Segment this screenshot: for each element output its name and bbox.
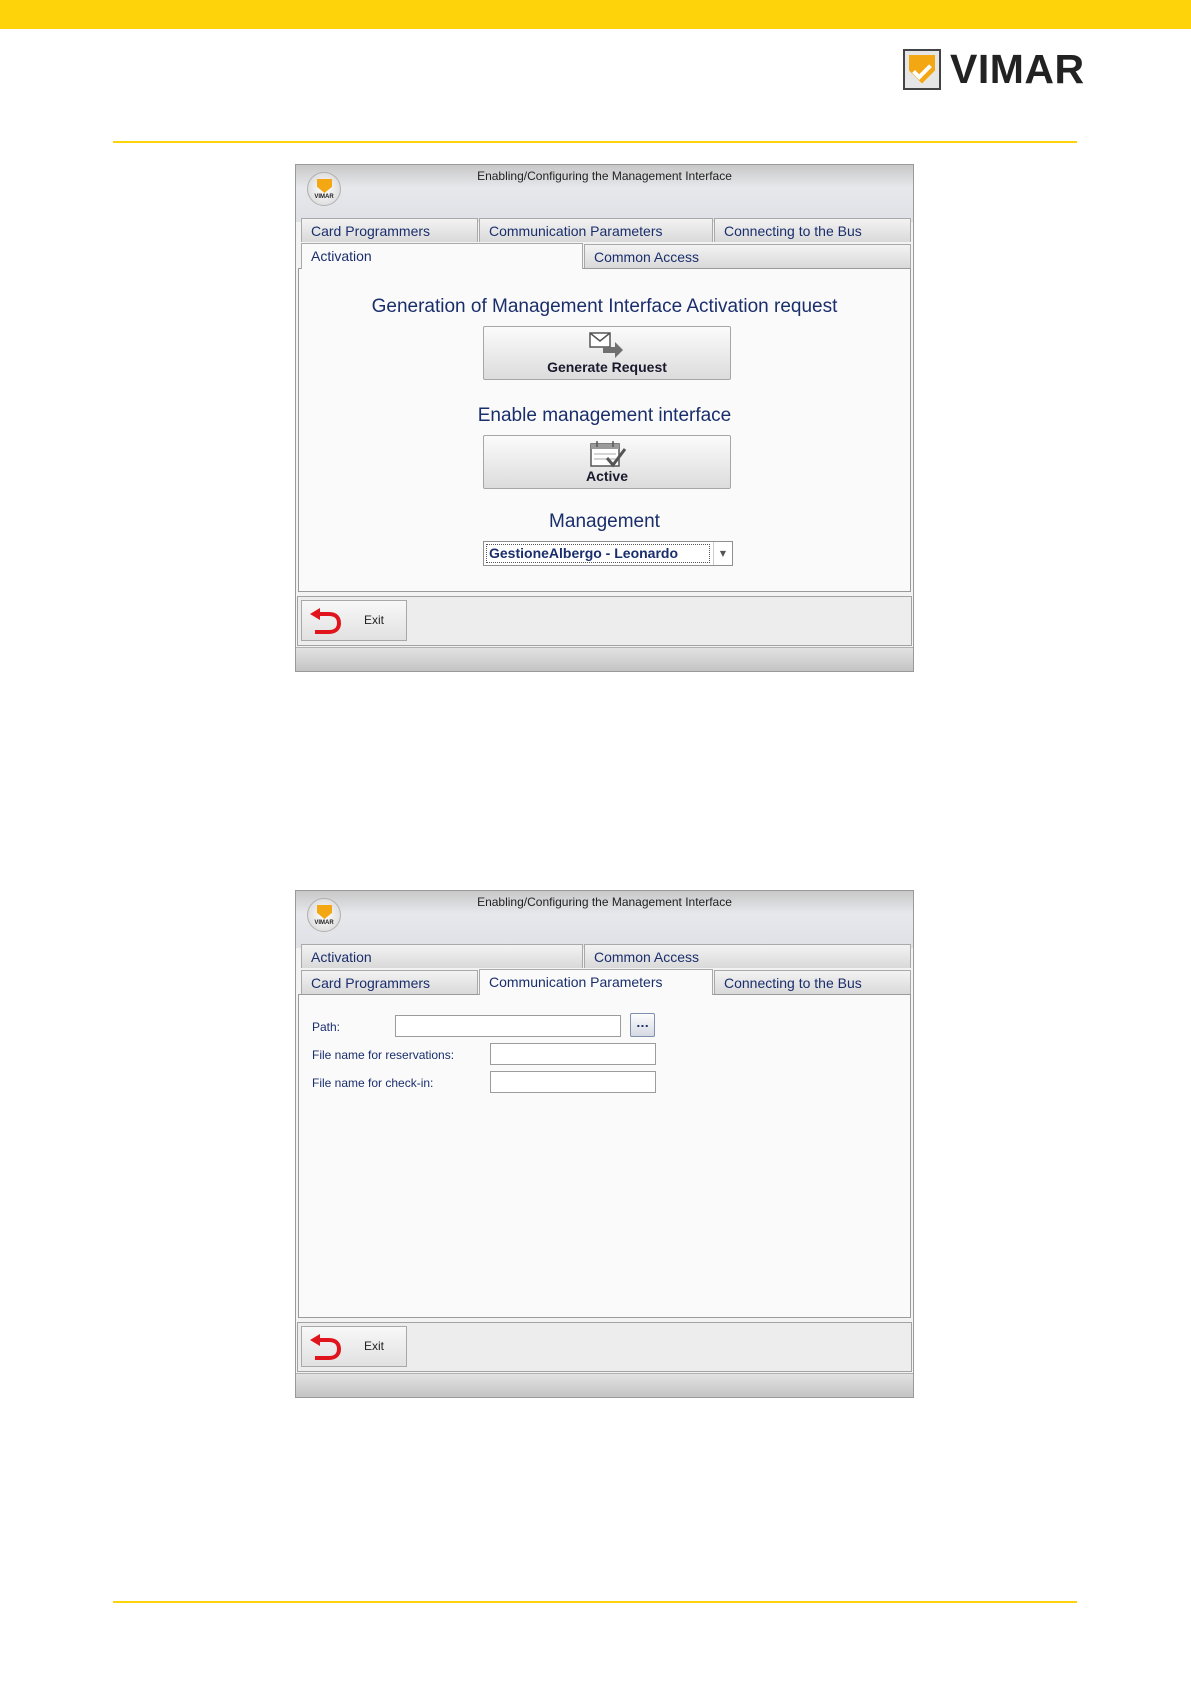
undo-arrow-icon (309, 1334, 341, 1362)
tab-connecting-to-bus[interactable]: Connecting to the Bus (714, 970, 911, 994)
path-label: Path: (312, 1020, 341, 1034)
tab-common-access[interactable]: Common Access (584, 944, 911, 968)
top-brand-bar (0, 0, 1191, 29)
reservations-label: File name for reservations: (312, 1048, 455, 1062)
tab-connecting-to-bus[interactable]: Connecting to the Bus (714, 218, 911, 242)
logo-text: VIMAR (950, 46, 1085, 92)
exit-label: Exit (364, 613, 385, 627)
tab-activation[interactable]: Activation (301, 243, 583, 269)
vimar-logo (903, 47, 1085, 91)
window-communication-parameters (295, 890, 914, 1398)
exit-label: Exit (364, 1339, 385, 1353)
enable-heading: Enable management interface (477, 405, 732, 426)
generate-request-button[interactable] (483, 326, 731, 380)
app-icon: VIMAR (307, 898, 341, 932)
path-input[interactable] (395, 1015, 621, 1037)
window-activation (295, 164, 914, 672)
tab-communication-parameters[interactable]: Communication Parameters (479, 969, 713, 995)
management-select-value: GestioneAlbergo - Leonardo (486, 544, 710, 563)
activation-panel (298, 268, 911, 592)
reservations-filename-input[interactable] (490, 1043, 656, 1065)
tab-activation[interactable]: Activation (301, 944, 583, 968)
status-bar (296, 1373, 913, 1397)
exit-button[interactable] (301, 600, 407, 641)
title-bar (296, 165, 913, 222)
footer-bar (297, 1322, 912, 1372)
management-select[interactable] (483, 541, 733, 566)
tab-card-programmers[interactable]: Card Programmers (301, 218, 478, 242)
browse-button[interactable]: ... (630, 1013, 655, 1037)
checkin-label: File name for check-in: (312, 1076, 434, 1090)
undo-arrow-icon (309, 608, 341, 636)
status-bar (296, 647, 913, 671)
communication-panel (298, 994, 911, 1318)
checkin-filename-input[interactable] (490, 1071, 656, 1093)
header-divider (113, 141, 1077, 143)
calendar-check-icon (589, 440, 627, 470)
dropdown-arrow-icon[interactable]: ▼ (713, 542, 732, 565)
footer-divider (113, 1601, 1077, 1603)
app-icon: VIMAR (307, 172, 341, 206)
active-label: Active (585, 468, 629, 484)
tab-communication-parameters[interactable]: Communication Parameters (479, 218, 713, 242)
window-title: Enabling/Configuring the Management Interface (477, 895, 732, 909)
generation-heading: Generation of Management Interface Activation request (371, 296, 838, 317)
active-button[interactable] (483, 435, 731, 489)
tab-card-programmers[interactable]: Card Programmers (301, 970, 478, 994)
exit-button[interactable] (301, 1326, 407, 1367)
email-forward-icon (589, 331, 625, 359)
generate-request-label: Generate Request (547, 359, 667, 375)
footer-bar (297, 596, 912, 646)
window-title: Enabling/Configuring the Management Interface (477, 169, 732, 183)
title-bar (296, 891, 913, 948)
management-heading: Management (549, 511, 660, 532)
tab-common-access[interactable]: Common Access (584, 244, 911, 268)
vimar-shield-icon (903, 49, 941, 90)
